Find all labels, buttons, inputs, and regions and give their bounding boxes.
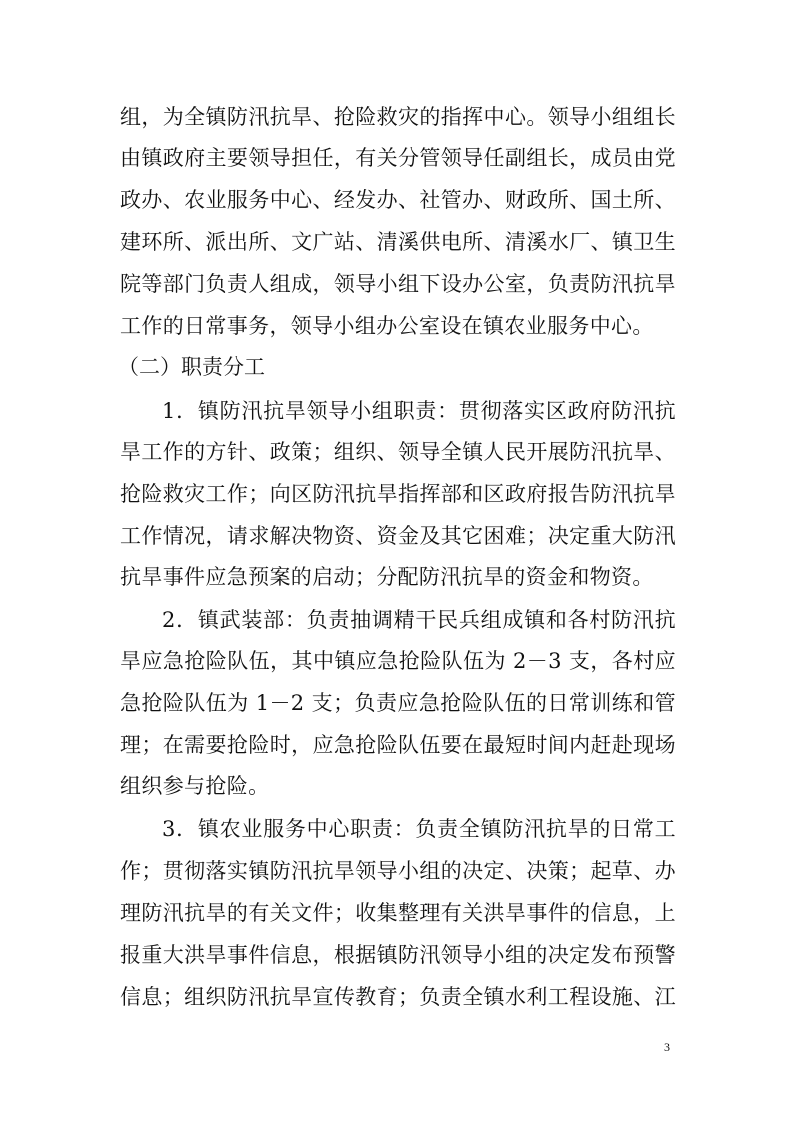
item-1-line: 1．镇防汛抗旱领导小组职责：贯彻落实区政府防汛抗 bbox=[162, 399, 676, 423]
page-number: 3 bbox=[664, 1040, 670, 1054]
paragraph-line: 院等部门负责人组成，领导小组下设办公室，负责防汛抗旱 bbox=[120, 272, 676, 296]
item-3-line: 3．镇农业服务中心职责：负责全镇防汛抗旱的日常工 bbox=[162, 817, 676, 841]
section-heading: （二）职责分工 bbox=[118, 355, 265, 379]
item-3-line: 作；贯彻落实镇防汛抗旱领导小组的决定、决策；起草、办 bbox=[120, 859, 676, 883]
item-2-line: 理；在需要抢险时，应急抢险队伍要在最短时间内赶赴现场 bbox=[120, 733, 676, 757]
item-2-line: 旱应急抢险队伍，其中镇应急抢险队伍为 2－3 支，各村应 bbox=[120, 649, 676, 673]
paragraph-line: 组，为全镇防汛抗旱、抢险救灾的指挥中心。领导小组组长 bbox=[120, 105, 676, 129]
paragraph-line: 政办、农业服务中心、经发办、社管办、财政所、国土所、 bbox=[120, 188, 676, 212]
paragraph-line: 由镇政府主要领导担任，有关分管领导任副组长，成员由党 bbox=[120, 146, 676, 170]
item-2-line: 组织参与抢险。 bbox=[120, 774, 270, 798]
item-2-line: 2．镇武装部：负责抽调精干民兵组成镇和各村防汛抗 bbox=[162, 608, 676, 632]
item-3-line: 理防汛抗旱的有关文件；收集整理有关洪旱事件的信息，上 bbox=[120, 901, 676, 925]
item-1-line: 工作情况，请求解决物资、资金及其它困难；决定重大防汛 bbox=[120, 524, 676, 548]
item-2-line: 急抢险队伍为 1－2 支；负责应急抢险队伍的日常训练和管 bbox=[120, 691, 676, 715]
item-1-line: 抢险救灾工作；向区防汛抗旱指挥部和区政府报告防汛抗旱 bbox=[120, 482, 676, 506]
item-1-line: 旱工作的方针、政策；组织、领导全镇人民开展防汛抗旱、 bbox=[120, 440, 676, 464]
paragraph-line: 建环所、派出所、文广站、清溪供电所、清溪水厂、镇卫生 bbox=[120, 230, 676, 254]
paragraph-line: 工作的日常事务，领导小组办公室设在镇农业服务中心。 bbox=[120, 314, 654, 338]
item-3-line: 信息；组织防汛抗旱宣传教育；负责全镇水利工程设施、江 bbox=[120, 985, 676, 1009]
item-1-line: 抗旱事件应急预案的启动；分配防汛抗旱的资金和物资。 bbox=[120, 565, 654, 589]
item-3-line: 报重大洪旱事件信息，根据镇防汛领导小组的决定发布预警 bbox=[120, 943, 676, 967]
